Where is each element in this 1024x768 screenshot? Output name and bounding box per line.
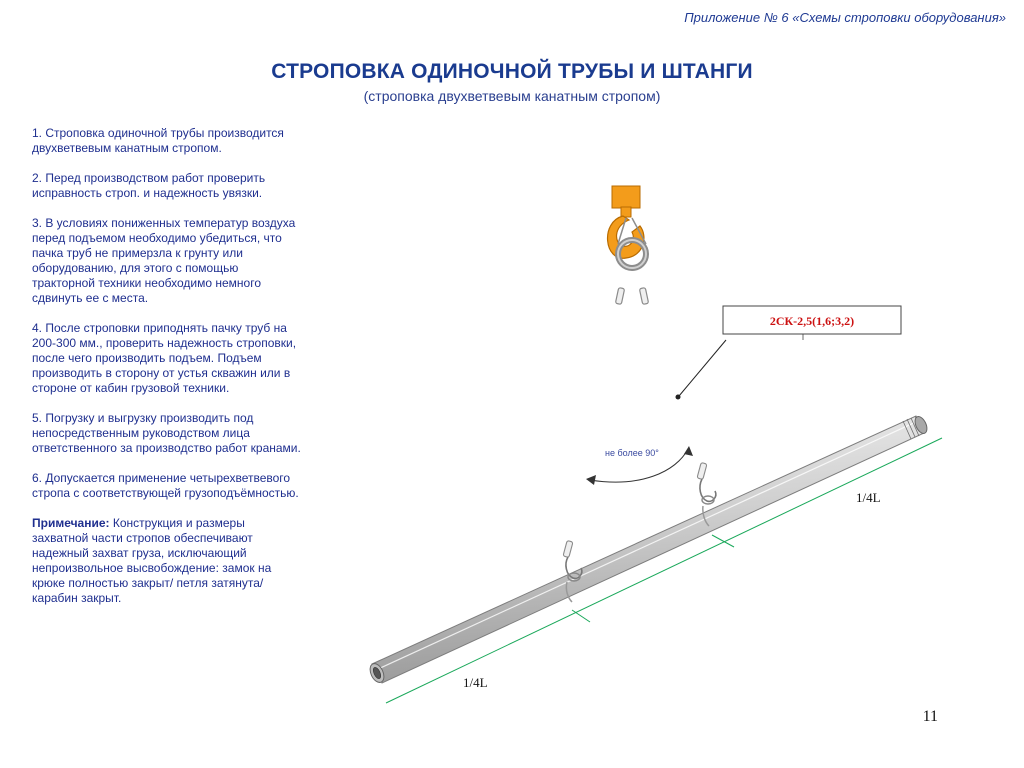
dimension-lines [386, 438, 942, 703]
page-title: СТРОПОВКА ОДИНОЧНОЙ ТРУБЫ И ШТАНГИ [271, 60, 753, 83]
instruction-4: 4. После строповки приподнять пачку труб на 200-300 мм., проверить надежность строповки, после чего производить подъем. Подъем производить в сторону от устья скважин или в стороне от кабин грузовой техники. [32, 321, 297, 395]
instruction-2: 2. Перед производством работ проверить исправность строп. и надежность увязки. [32, 171, 266, 200]
instruction-1: 1. Строповка одиночной трубы производится двухветвевым канатным стропом. [32, 126, 284, 155]
note-label: Примечание: [32, 516, 110, 530]
sling-label: 2СК-2,5(1,6;3,2) [769, 314, 855, 328]
callout-leader [679, 340, 726, 396]
length-dimension-line [386, 438, 942, 703]
quarter-length-label-upper: 1/4L [856, 490, 881, 505]
appendix-header: Приложение № 6 «Схемы строповки оборудования» [684, 10, 1006, 25]
instruction-6: 6. Допускается применение четырехветвевого стропа с соответствующей грузоподъёмностью. [32, 471, 299, 500]
sling-ends-icon [615, 288, 648, 305]
instruction-5: 5. Погрузку и выгрузку производить под непосредственным руководством лица ответственного за производство работ кранами. [32, 411, 301, 455]
crane-hook-icon [608, 186, 646, 268]
sling-label-callout [676, 306, 902, 400]
note-text: Конструкция и размеры захватной части стропов обеспечивают надежный захват груза, исключающий непроизвольное высвобождение: замок на крюке полностью закрыт/ петля затянута/ карабин закрыт. [32, 516, 272, 605]
page-subtitle: (строповка двухветвевым канатным стропом) [363, 88, 661, 104]
angle-indicator [586, 446, 693, 485]
quarter-tick-2 [712, 535, 734, 547]
instruction-3: 3. В условиях пониженных температур воздуха перед подъемом необходимо убедиться, что пачка труб не примерзла к грунту или оборудованию, для этого с помощью тракторной техники необходимо немного сдвинуть ее с места. [32, 216, 296, 305]
quarter-tick-1 [572, 610, 590, 622]
angle-label: не более 90° [605, 448, 659, 458]
quarter-length-label-lower: 1/4L [463, 675, 488, 690]
page-number: 11 [922, 708, 938, 725]
